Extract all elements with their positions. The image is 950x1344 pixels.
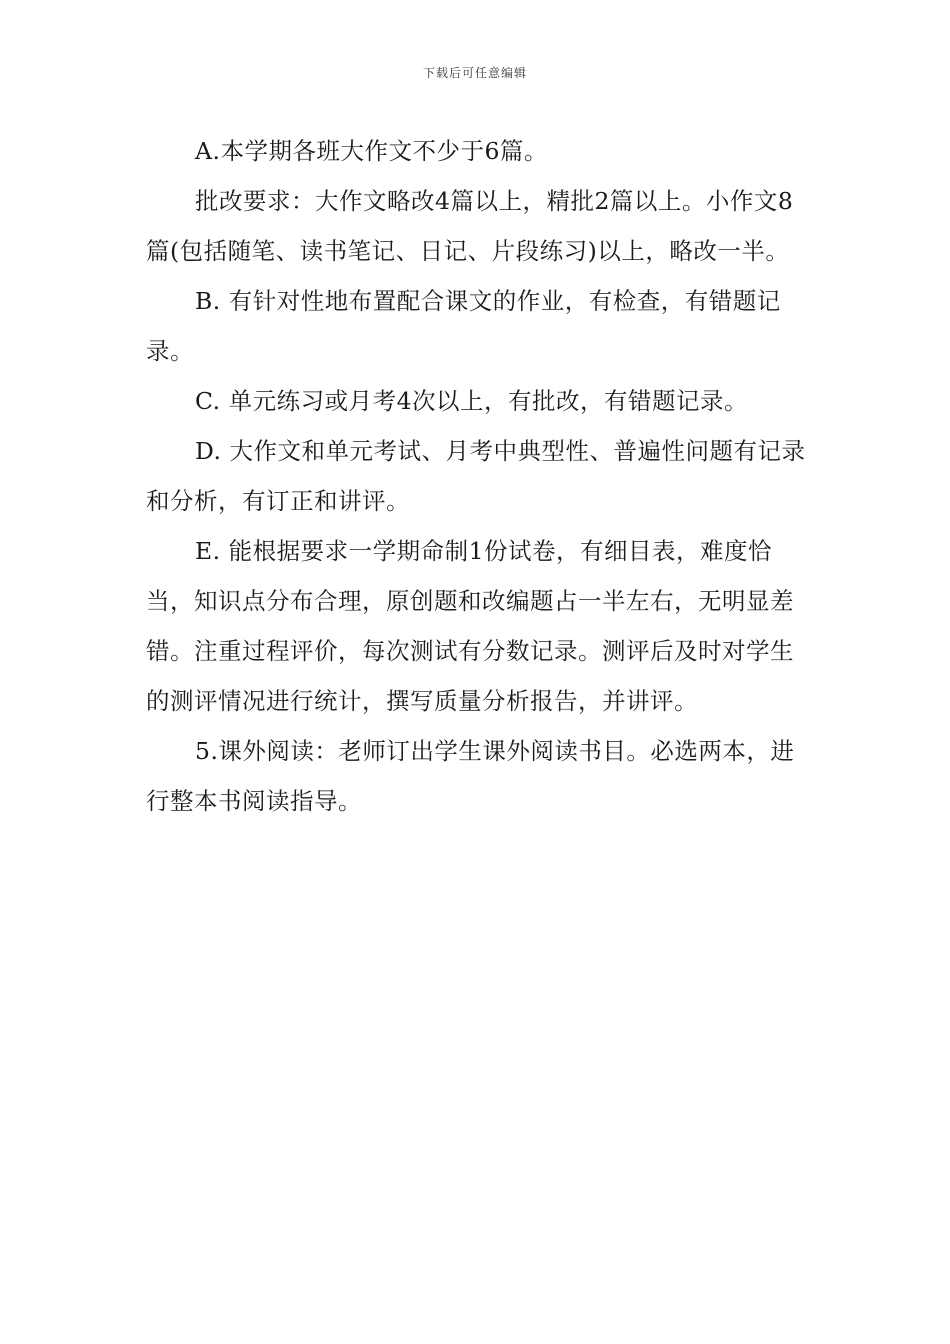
- page-header: 下载后可任意编辑: [422, 66, 527, 80]
- paragraph-c: C. 单元练习或月考4次以上，有批改，有错题记录。: [195, 387, 749, 415]
- paragraph-b: B. 有针对性地布置配合课文的作业，有检查，有错题记录。: [146, 287, 781, 365]
- paragraph-a: A.本学期各班大作文不少于6篇。: [195, 137, 548, 165]
- paragraph-e: E. 能根据要求一学期命制1份试卷，有细目表，难度恰当，知识点分布合理，原创题和改编题占一半左右，无明显差错。注重过程评价，每次测试有分数记录。测评后及时对学生的测评情况进行统计，撰写质量分析报告，并讲评。: [146, 537, 794, 715]
- document-body: [146, 126, 810, 826]
- paragraph-d: D. 大作文和单元考试、月考中典型性、普遍性问题有记录和分析，有订正和讲评。: [146, 437, 806, 515]
- paragraph-grading-requirements: 批改要求：大作文略改4篇以上，精批2篇以上。小作文8篇(包括随笔、读书笔记、日记、片段练习)以上，略改一半。: [146, 187, 794, 265]
- paragraph-extracurricular-reading: 5.课外阅读：老师订出学生课外阅读书目。必选两本，进行整本书阅读指导。: [146, 737, 795, 815]
